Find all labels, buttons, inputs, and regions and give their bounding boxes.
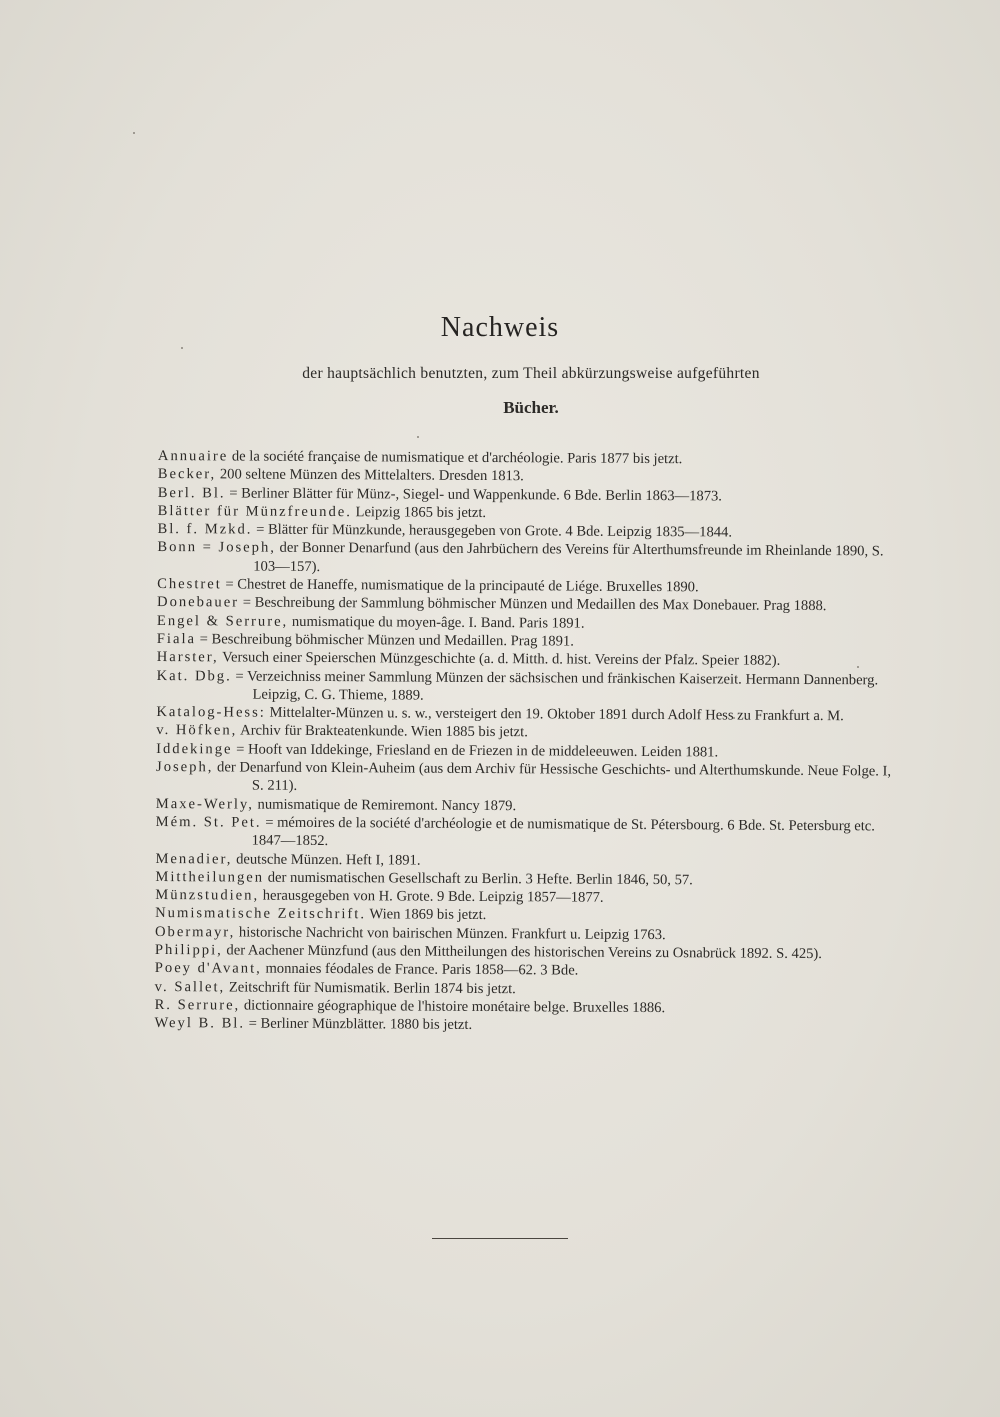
entry-key: Harster, (156, 649, 219, 666)
entry-key: Katalog-Hess: (156, 704, 266, 721)
entry-key: Mém. St. Pet. (155, 813, 262, 831)
entry-key: v. Höfken, (156, 722, 238, 739)
entry-text: der Bonner Denarfund (aus den Jahrbüchern des Vereins für Alterthumsfreunde im Rheinlande 1890, S. 103—157). (253, 540, 884, 575)
bibliography-entry (156, 813, 906, 854)
entry-text: = Hooft van Iddekinge, Friesland en de Friezen in de middeleeuwen. Leiden 1881. (232, 741, 719, 761)
entry-text: = Beschreibung böhmischer Münzen und Medaillen. Prag 1891. (195, 631, 574, 650)
entry-key: v. Sallet, (154, 978, 226, 996)
entry-text: = Berliner Blätter für Münz-, Siegel- und Wappenkunde. 6 Bde. Berlin 1863—1873. (225, 485, 723, 505)
entry-key: Berl. Bl. (157, 484, 226, 502)
bibliography-list (154, 447, 908, 1037)
entry-text: = Blätter für Münzkunde, herausgegeben von Grote. 4 Bde. Leipzig 1835—1844. (252, 521, 733, 541)
paper-speck (133, 132, 135, 134)
entry-key: Numismatische Zeitschrift. (155, 905, 367, 923)
entry-text: numismatique de Remiremont. Nancy 1879. (253, 796, 517, 814)
entry-key: Iddekinge (156, 740, 233, 758)
entry-text: Zeitschrift für Numismatik. Berlin 1874 bis jetzt. (225, 979, 516, 997)
entry-key: Menadier, (155, 850, 233, 867)
entry-text: Archiv für Brakteatenkunde. Wien 1885 bis jetzt. (237, 722, 528, 741)
entry-key: Chestret (157, 576, 222, 593)
entry-text: Leipzig 1865 bis jetzt. (351, 504, 487, 521)
entry-text: = Chestret de Haneffe, numismatique de la principauté de Liége. Bruxelles 1890. (221, 576, 699, 596)
bibliography-entry (157, 538, 907, 579)
entry-text: dictionnaire géographique de l'histoire monétaire belge. Bruxelles 1886. (240, 997, 666, 1017)
entry-text: Wien 1869 bis jetzt. (365, 906, 487, 924)
end-rule (432, 1238, 568, 1239)
bibliography-entry (156, 758, 906, 799)
entry-key: Weyl B. Bl. (154, 1015, 246, 1032)
bibliography-entry (154, 1014, 904, 1037)
entry-key: Joseph, (155, 759, 214, 776)
entry-text: Versuch einer Speierschen Münzgeschichte (a. d. Mitth. d. hist. Vereins der Pfalz. Speier 1882). (218, 649, 781, 670)
section-heading: Bücher. (503, 398, 559, 417)
entry-text: = Beschreibung der Sammlung böhmischer Münzen und Medaillen des Max Donebauer. Prag 1888. (239, 594, 827, 615)
entry-key: Annuaire (157, 447, 229, 465)
entry-text: = Verzeichniss meiner Sammlung Münzen der sächsischen und fränkischen Kaiserzeit. Hermann Dannenberg. Leipzig, C. G. Thieme, 1889. (231, 668, 879, 704)
entry-text: historische Nachricht von bairischen Münzen. Frankfurt u. Leipzig 1763. (235, 924, 666, 943)
entry-key: R. Serrure, (154, 996, 241, 1014)
entry-text: Mittelalter-Münzen u. s. w., versteigert den 19. Oktober 1891 durch Adolf Hess zu Frankfurt a. M. (265, 704, 844, 725)
paper-speck (417, 436, 419, 438)
entry-key: Poey d'Avant, (154, 960, 262, 977)
entry-text: = Berliner Münzblätter. 1880 bis jetzt. (244, 1015, 473, 1034)
entry-text: deutsche Münzen. Heft I, 1891. (232, 850, 421, 869)
bibliography-entry (156, 667, 906, 708)
entry-text: 200 seltene Münzen des Mittelalters. Dresden 1813. (216, 466, 524, 485)
entry-key: Obermayr, (154, 923, 236, 941)
entry-key: Fiala (156, 630, 197, 648)
entry-key: Maxe-Werly, (155, 795, 254, 813)
entry-key: Engel & Serrure, (156, 612, 289, 630)
entry-key: Bonn = Joseph, (157, 539, 276, 557)
entry-text: numismatique du moyen-âge. I. Band. Paris 1891. (288, 613, 585, 632)
entry-key: Blätter für Münzfreunde. (157, 502, 352, 521)
page-title: Nachweis (440, 312, 560, 343)
entry-key: Donebauer (157, 594, 240, 611)
entry-key: Mittheilungen (155, 868, 265, 886)
entry-text: monnaies féodales de France. Paris 1858—62. 3 Bde. (261, 960, 579, 979)
entry-text: der numismatischen Gesellschaft zu Berlin. 3 Hefte. Berlin 1846, 50, 57. (264, 869, 693, 889)
entry-text: = mémoires de la société d'archéologie et de numismatique de St. Pétersbourg. 6 Bde. St. Petersburg etc. 1847—1852. (251, 814, 876, 850)
page-subtitle: der hauptsächlich benutzten, zum Theil abkürzungsweise aufgeführten (302, 365, 760, 382)
entry-text: de la société française de numismatique et d'archéologie. Paris 1877 bis jetzt. (228, 448, 683, 468)
entry-text: herausgegeben von H. Grote. 9 Bde. Leipzig 1857—1877. (259, 887, 604, 906)
entry-key: Becker, (157, 466, 217, 483)
entry-text: der Aachener Münzfund (aus den Mittheilungen des historischen Vereins zu Osnabrück 1892. S. 425). (222, 942, 822, 963)
entry-key: Kat. Dbg. (156, 667, 232, 685)
entry-text: der Denarfund von Klein-Auheim (aus dem Archiv für Hessische Geschichts- und Alterthumskunde. Neue Folge. I, S. 211). (213, 759, 892, 795)
entry-key: Münzstudien, (155, 887, 260, 904)
entry-key: Philippi, (154, 942, 223, 959)
entry-key: Bl. f. Mzkd. (157, 521, 253, 538)
paper-speck (181, 347, 183, 349)
